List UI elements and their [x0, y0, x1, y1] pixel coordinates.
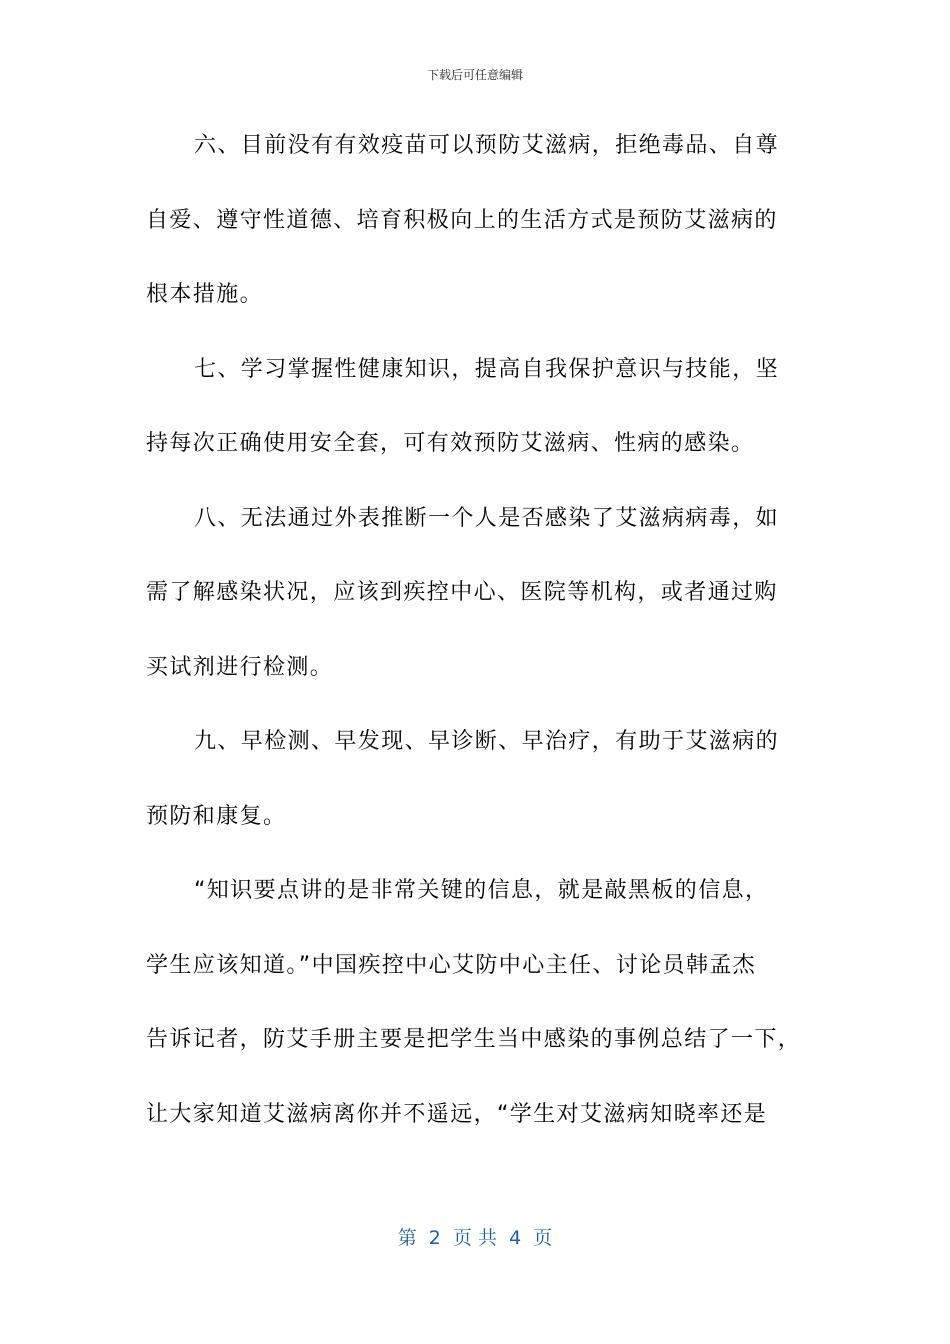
text-line: 八、无法通过外表推断一个人是否感染了艾滋病病毒，如: [194, 505, 780, 531]
text-line: 自爱、遵守性道德、培育积极向上的生活方式是预防艾滋病的: [146, 207, 778, 233]
text-line: 七、学习掌握性健康知识，提高自我保护意识与技能，坚: [194, 356, 780, 382]
text-line: 六、目前没有有效疫苗可以预防艾滋病，拒绝毒品、自尊: [194, 133, 780, 158]
text-line: 需了解感染状况，应该到疾控中心、医院等机构，或者通过购: [146, 580, 778, 605]
text-line: 根本措施。: [146, 282, 264, 307]
text-line: 让大家知道艾滋病离你并不遥远，“学生对艾滋病知晓率还是: [146, 1101, 768, 1127]
text-line: 持每次正确使用安全套，可有效预防艾滋病、性病的感染。: [146, 431, 755, 456]
text-line: 预防和康复。: [146, 803, 287, 829]
text-line: 学生应该知道。”中国疾控中心艾防中心主任、讨论员韩孟杰: [146, 952, 757, 978]
page-header-note: 下载后可任意编辑: [426, 68, 523, 82]
text-line: 九、早检测、早发现、早诊断、早治疗，有助于艾滋病的: [194, 729, 780, 754]
document-body: [146, 120, 812, 1163]
text-line: 告诉记者，防艾手册主要是把学生当中感染的事例总结了一下，: [146, 1027, 802, 1052]
text-line: 买试剂进行检测。: [146, 654, 334, 680]
text-line: “知识要点讲的是非常关键的信息，就是敲黑板的信息，: [194, 878, 769, 903]
page-number-footer: 第 2 页 共 4 页: [397, 1227, 553, 1249]
